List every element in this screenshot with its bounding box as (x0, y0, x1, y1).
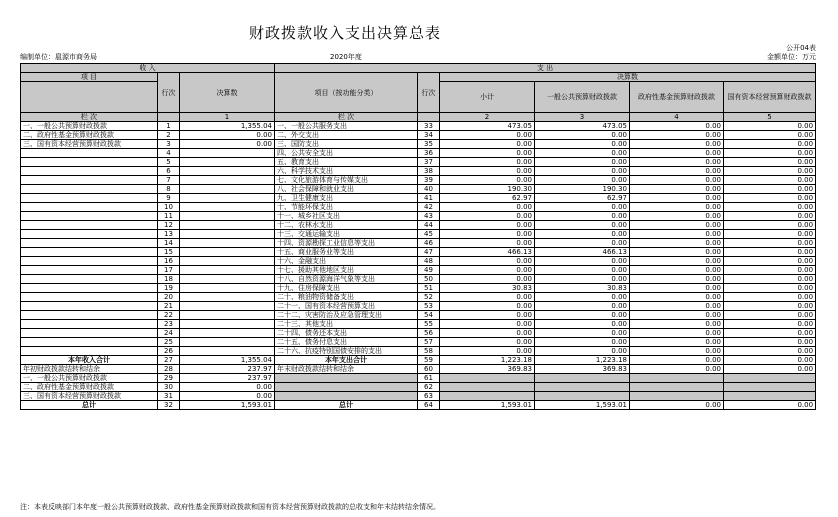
cell-c: 0.00 (630, 311, 724, 320)
cell-ri: 二十一、国有资本经营预算支出 (275, 302, 418, 311)
cell-ln: 11 (158, 212, 180, 221)
table-row (21, 284, 816, 293)
cell-c: 0.00 (630, 239, 724, 248)
cell-lv (180, 338, 275, 347)
cell-c: 0.00 (630, 185, 724, 194)
cell-li (21, 149, 158, 158)
cell-c: 0.00 (630, 329, 724, 338)
cell-ln: 6 (158, 167, 180, 176)
col-number-4: 4 (630, 113, 724, 122)
cell-lv (180, 311, 275, 320)
cell-d: 0.00 (724, 203, 816, 212)
expense-header: 支 出 (275, 64, 816, 73)
table-row (21, 203, 816, 212)
cell-c: 0.00 (630, 347, 724, 356)
cell-ln: 22 (158, 311, 180, 320)
cell-lv (180, 266, 275, 275)
cell-ri: 二十六、抗疫特别国债安排的支出 (275, 347, 418, 356)
cell-li: 一、一般公共预算财政拨款 (21, 122, 158, 131)
cell-c: 0.00 (630, 176, 724, 185)
cell-a: 0.00 (440, 338, 535, 347)
cell-ri: 二十二、灾害防治及应急管理支出 (275, 311, 418, 320)
cell-li (21, 248, 158, 257)
cell-b: 0.00 (535, 239, 630, 248)
cell-li (21, 329, 158, 338)
cell-c: 0.00 (630, 221, 724, 230)
cell-li: 二、政府性基金预算财政拨款 (21, 131, 158, 140)
cell-ri: 十三、交通运输支出 (275, 230, 418, 239)
cell-rn: 46 (418, 239, 440, 248)
cell-ln: 10 (158, 203, 180, 212)
cell-rn: 48 (418, 257, 440, 266)
cell-ln: 15 (158, 248, 180, 257)
table-row (21, 140, 816, 149)
cell-d: 0.00 (724, 158, 816, 167)
cell-d: 0.00 (724, 275, 816, 284)
cell-ln: 7 (158, 176, 180, 185)
cell-lv (180, 185, 275, 194)
report-year: 2020年度 (330, 53, 362, 61)
cell-ln: 20 (158, 293, 180, 302)
table-row (21, 275, 816, 284)
col-number-1: 1 (180, 113, 275, 122)
cell-ri: 二十五、债务付息支出 (275, 338, 418, 347)
cell-rn: 37 (418, 158, 440, 167)
cell-lv (180, 239, 275, 248)
cell-a: 0.00 (440, 266, 535, 275)
expense-item-header: 项目（按功能分类） (275, 73, 418, 113)
cell-ri: 二十三、其他支出 (275, 320, 418, 329)
cell-a: 466.13 (440, 248, 535, 257)
table-row (21, 167, 816, 176)
cell-d: 0.00 (724, 140, 816, 149)
cell-b: 0.00 (535, 257, 630, 266)
footnote: 注：本表反映部门本年度一般公共预算财政拨款、政府性基金预算财政拨款和国有资本经营预算财政拨款的总收支和年末结转结余情况。 (20, 503, 440, 511)
column-number-row (21, 113, 816, 122)
cell-li (21, 266, 158, 275)
cell-d: 0.00 (724, 149, 816, 158)
cell-c: 0.00 (630, 293, 724, 302)
cell-li (21, 221, 158, 230)
income-header: 收 入 (21, 64, 275, 73)
cell-d: 0.00 (724, 131, 816, 140)
cell-a: 0.00 (440, 320, 535, 329)
table-row (21, 338, 816, 347)
table-row (21, 212, 816, 221)
cell-ri: 三、国防支出 (275, 140, 418, 149)
cell-d: 0.00 (724, 293, 816, 302)
cell-li (21, 257, 158, 266)
cell-rn: 55 (418, 320, 440, 329)
cell-d: 0.00 (724, 221, 816, 230)
row-no-header: 行次 (158, 73, 180, 113)
cell-lv (180, 176, 275, 185)
cell-a: 0.00 (440, 239, 535, 248)
cell-b: 0.00 (535, 212, 630, 221)
cell-c: 0.00 (630, 158, 724, 167)
carry-sub-row-1: 一、一般公共预算财政拨款 29 237.97 61 (21, 374, 816, 383)
cell-li (21, 302, 158, 311)
cell-li (21, 320, 158, 329)
cell-ri: 十七、援助其他地区支出 (275, 266, 418, 275)
cell-b: 30.83 (535, 284, 630, 293)
cell-ri: 九、卫生健康支出 (275, 194, 418, 203)
cell-b: 0.00 (535, 140, 630, 149)
cell-c: 0.00 (630, 140, 724, 149)
cell-lv (180, 320, 275, 329)
gov-fund-header: 政府性基金预算财政拨款 (630, 82, 724, 113)
item-header: 项 目 (21, 73, 158, 82)
cell-lv (180, 248, 275, 257)
cell-li: 三、国有资本经营预算财政拨款 (21, 140, 158, 149)
table-row (21, 248, 816, 257)
cell-lv (180, 284, 275, 293)
cell-li (21, 230, 158, 239)
cell-rn: 36 (418, 149, 440, 158)
cell-rn: 51 (418, 284, 440, 293)
table-row (21, 221, 816, 230)
cell-b: 0.00 (535, 203, 630, 212)
cell-ln: 4 (158, 149, 180, 158)
cell-d: 0.00 (724, 257, 816, 266)
cell-b: 0.00 (535, 311, 630, 320)
cell-d: 0.00 (724, 302, 816, 311)
cell-a: 0.00 (440, 203, 535, 212)
cell-rn: 47 (418, 248, 440, 257)
cell-a: 0.00 (440, 347, 535, 356)
cell-a: 190.30 (440, 185, 535, 194)
cell-li (21, 167, 158, 176)
table-row (21, 347, 816, 356)
cell-ln: 13 (158, 230, 180, 239)
cell-ri: 十、节能环保支出 (275, 203, 418, 212)
carry-balance-row: 年初财政拨款结转和结余 28 237.97 年末财政拨款结转和结余 60 369.83 369.83 0.00 0.00 (21, 365, 816, 374)
header-row-sections (21, 64, 816, 73)
cell-b: 0.00 (535, 167, 630, 176)
cell-b: 0.00 (535, 329, 630, 338)
cell-d: 0.00 (724, 248, 816, 257)
cell-b: 0.00 (535, 347, 630, 356)
cell-rn: 56 (418, 329, 440, 338)
cell-rn: 49 (418, 266, 440, 275)
cell-c: 0.00 (630, 275, 724, 284)
cell-b: 0.00 (535, 302, 630, 311)
cell-rn: 33 (418, 122, 440, 131)
cell-ln: 21 (158, 302, 180, 311)
cell-ln: 19 (158, 284, 180, 293)
cell-lv: 0.00 (180, 131, 275, 140)
cell-c: 0.00 (630, 302, 724, 311)
table-row (21, 257, 816, 266)
cell-b: 0.00 (535, 149, 630, 158)
cell-d: 0.00 (724, 212, 816, 221)
column-label: 栏 次 (21, 113, 158, 122)
cell-ri: 七、文化旅游体育与传媒支出 (275, 176, 418, 185)
cell-li (21, 293, 158, 302)
cell-b: 0.00 (535, 293, 630, 302)
cell-rn: 52 (418, 293, 440, 302)
cell-lv (180, 149, 275, 158)
cell-ri: 十六、金融支出 (275, 257, 418, 266)
cell-ri: 十五、商业服务业等支出 (275, 248, 418, 257)
cell-c: 0.00 (630, 122, 724, 131)
cell-li (21, 338, 158, 347)
cell-lv (180, 194, 275, 203)
cell-a: 0.00 (440, 149, 535, 158)
cell-lv (180, 230, 275, 239)
cell-a: 0.00 (440, 230, 535, 239)
cell-a: 473.05 (440, 122, 535, 131)
cell-d: 0.00 (724, 266, 816, 275)
carry-sub-row-2: 二、政府性基金预算财政拨款 30 0.00 62 (21, 383, 816, 392)
cell-a: 0.00 (440, 140, 535, 149)
cell-b: 0.00 (535, 338, 630, 347)
cell-li (21, 311, 158, 320)
cell-lv (180, 221, 275, 230)
cell-ln: 12 (158, 221, 180, 230)
cell-li (21, 239, 158, 248)
cell-lv (180, 203, 275, 212)
cell-d: 0.00 (724, 347, 816, 356)
cell-b: 0.00 (535, 158, 630, 167)
cell-li (21, 176, 158, 185)
cell-ri: 二、外交支出 (275, 131, 418, 140)
col-number-5: 5 (724, 113, 816, 122)
cell-c: 0.00 (630, 248, 724, 257)
cell-a: 30.83 (440, 284, 535, 293)
cell-ln: 14 (158, 239, 180, 248)
cell-b: 0.00 (535, 275, 630, 284)
cell-d: 0.00 (724, 329, 816, 338)
cell-d: 0.00 (724, 239, 816, 248)
cell-ri: 十八、自然资源海洋气象等支出 (275, 275, 418, 284)
cell-rn: 57 (418, 338, 440, 347)
cell-lv (180, 257, 275, 266)
cell-ri: 八、社会保障和就业支出 (275, 185, 418, 194)
cell-b: 466.13 (535, 248, 630, 257)
cell-a: 0.00 (440, 275, 535, 284)
final-group-header: 决算数 (440, 73, 816, 82)
cell-ln: 18 (158, 275, 180, 284)
cell-li (21, 284, 158, 293)
cell-rn: 42 (418, 203, 440, 212)
carry-sub-row-3: 三、国有资本经营预算财政拨款 31 0.00 63 (21, 392, 816, 401)
cell-a: 0.00 (440, 257, 535, 266)
cell-ri: 十一、城乡社区支出 (275, 212, 418, 221)
table-row (21, 311, 816, 320)
cell-ri: 四、公共安全支出 (275, 149, 418, 158)
cell-lv (180, 212, 275, 221)
cell-rn: 44 (418, 221, 440, 230)
cell-b: 0.00 (535, 176, 630, 185)
table-row (21, 230, 816, 239)
cell-lv (180, 275, 275, 284)
table-row (21, 131, 816, 140)
cell-b: 0.00 (535, 320, 630, 329)
table-row (21, 266, 816, 275)
cell-a: 62.97 (440, 194, 535, 203)
cell-rn: 38 (418, 167, 440, 176)
cell-c: 0.00 (630, 257, 724, 266)
cell-a: 0.00 (440, 221, 535, 230)
cell-rn: 45 (418, 230, 440, 239)
cell-b: 62.97 (535, 194, 630, 203)
cell-ln: 16 (158, 257, 180, 266)
cell-c: 0.00 (630, 131, 724, 140)
cell-lv: 0.00 (180, 140, 275, 149)
table-row (21, 239, 816, 248)
general-budget-header: 一般公共预算财政拨款 (535, 82, 630, 113)
cell-c: 0.00 (630, 266, 724, 275)
cell-ln: 1 (158, 122, 180, 131)
cell-rn: 50 (418, 275, 440, 284)
cell-a: 0.00 (440, 176, 535, 185)
cell-ln: 26 (158, 347, 180, 356)
cell-d: 0.00 (724, 167, 816, 176)
grand-total-row: 总计 32 1,593.01 总计 64 1,593.01 1,593.01 0.00 0.00 (21, 401, 816, 410)
cell-ri: 六、科学技术支出 (275, 167, 418, 176)
cell-ri: 十四、资源勘探工业信息等支出 (275, 239, 418, 248)
table-row (21, 158, 816, 167)
cell-b: 473.05 (535, 122, 630, 131)
cell-a: 0.00 (440, 293, 535, 302)
cell-b: 0.00 (535, 230, 630, 239)
cell-a: 0.00 (440, 158, 535, 167)
cell-rn: 40 (418, 185, 440, 194)
cell-ln: 3 (158, 140, 180, 149)
cell-c: 0.00 (630, 167, 724, 176)
column-label-right: 栏 次 (275, 113, 418, 122)
cell-lv: 1,355.04 (180, 122, 275, 131)
cell-a: 0.00 (440, 311, 535, 320)
cell-rn: 41 (418, 194, 440, 203)
cell-ln: 17 (158, 266, 180, 275)
cell-ln: 24 (158, 329, 180, 338)
table-row (21, 176, 816, 185)
fiscal-summary-table (20, 63, 816, 410)
cell-ln: 9 (158, 194, 180, 203)
cell-rn: 34 (418, 131, 440, 140)
cell-d: 0.00 (724, 311, 816, 320)
cell-d: 0.00 (724, 185, 816, 194)
header-row-group (21, 73, 816, 82)
table-row (21, 320, 816, 329)
final-amount-header: 决算数 (180, 73, 275, 113)
form-code: 公开04表 (786, 44, 816, 52)
cell-c: 0.00 (630, 212, 724, 221)
expense-row-no-header: 行次 (418, 73, 440, 113)
income-total-row: 本年收入合计 27 1,355.04 本年支出合计 59 1,223.18 1,223.18 0.00 0.00 (21, 356, 816, 365)
cell-a: 0.00 (440, 329, 535, 338)
cell-li (21, 185, 158, 194)
cell-ln: 8 (158, 185, 180, 194)
cell-lv (180, 302, 275, 311)
cell-ln: 23 (158, 320, 180, 329)
cell-li (21, 347, 158, 356)
cell-ri: 五、教育支出 (275, 158, 418, 167)
cell-b: 0.00 (535, 221, 630, 230)
cell-d: 0.00 (724, 194, 816, 203)
cell-d: 0.00 (724, 122, 816, 131)
cell-lv (180, 347, 275, 356)
cell-lv (180, 167, 275, 176)
cell-ri: 一、一般公共服务支出 (275, 122, 418, 131)
compiling-unit: 编制单位：扈源市商务局 (20, 53, 97, 61)
cell-li (21, 158, 158, 167)
cell-d: 0.00 (724, 320, 816, 329)
cell-ri: 十二、农林水支出 (275, 221, 418, 230)
cell-rn: 43 (418, 212, 440, 221)
cell-rn: 39 (418, 176, 440, 185)
table-row (21, 194, 816, 203)
cell-rn: 54 (418, 311, 440, 320)
cell-ln: 5 (158, 158, 180, 167)
cell-ri: 十九、住房保障支出 (275, 284, 418, 293)
cell-d: 0.00 (724, 284, 816, 293)
cell-li (21, 275, 158, 284)
cell-c: 0.00 (630, 203, 724, 212)
table-row (21, 122, 816, 131)
table-row (21, 329, 816, 338)
cell-c: 0.00 (630, 338, 724, 347)
cell-rn: 35 (418, 140, 440, 149)
cell-ln: 2 (158, 131, 180, 140)
cell-ri: 二十、粮油物资储备支出 (275, 293, 418, 302)
cell-rn: 58 (418, 347, 440, 356)
page-title: 财政拨款收入支出决算总表 (248, 24, 441, 42)
cell-a: 0.00 (440, 167, 535, 176)
table-row (21, 302, 816, 311)
cell-a: 0.00 (440, 131, 535, 140)
subtotal-header: 小计 (440, 82, 535, 113)
cell-d: 0.00 (724, 338, 816, 347)
cell-lv (180, 293, 275, 302)
cell-d: 0.00 (724, 230, 816, 239)
table-row (21, 185, 816, 194)
cell-li (21, 203, 158, 212)
cell-b: 190.30 (535, 185, 630, 194)
col-number-3: 3 (535, 113, 630, 122)
col-number-2: 2 (440, 113, 535, 122)
state-capital-header: 国有资本经营预算财政拨款 (724, 82, 816, 113)
cell-lv (180, 329, 275, 338)
cell-rn: 53 (418, 302, 440, 311)
cell-a: 0.00 (440, 302, 535, 311)
cell-c: 0.00 (630, 149, 724, 158)
cell-c: 0.00 (630, 194, 724, 203)
table-row (21, 293, 816, 302)
cell-lv (180, 158, 275, 167)
cell-a: 0.00 (440, 212, 535, 221)
cell-li (21, 194, 158, 203)
cell-d: 0.00 (724, 176, 816, 185)
amount-unit: 金额单位：万元 (767, 53, 816, 61)
cell-ln: 25 (158, 338, 180, 347)
cell-c: 0.00 (630, 230, 724, 239)
cell-b: 0.00 (535, 266, 630, 275)
table-row (21, 149, 816, 158)
cell-c: 0.00 (630, 284, 724, 293)
cell-li (21, 212, 158, 221)
cell-b: 0.00 (535, 131, 630, 140)
cell-c: 0.00 (630, 320, 724, 329)
cell-ri: 二十四、债务还本支出 (275, 329, 418, 338)
